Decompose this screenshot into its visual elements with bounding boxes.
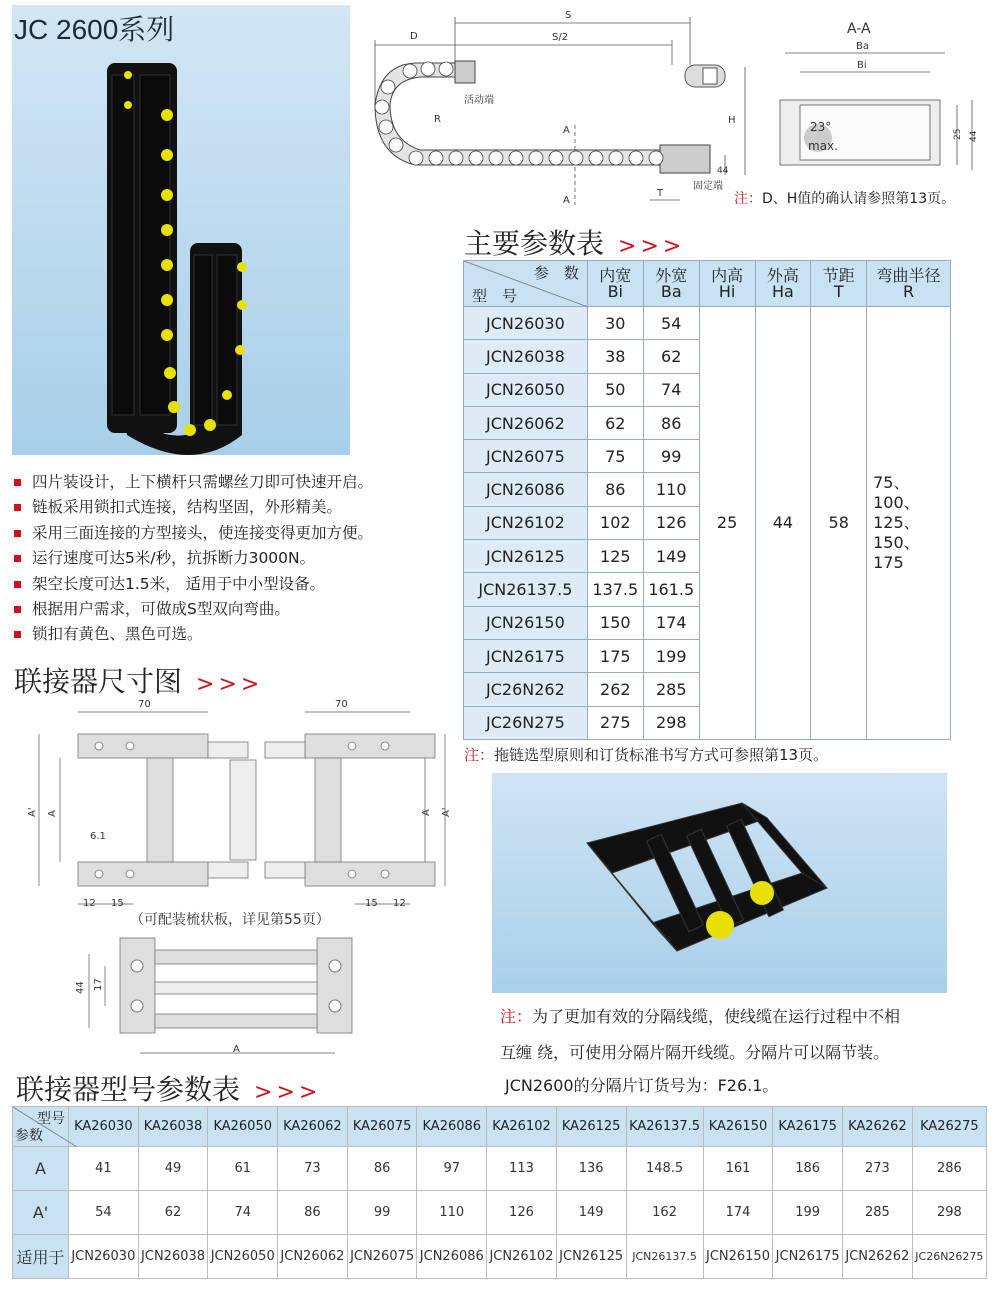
model-cell: JCN26030 bbox=[464, 307, 588, 340]
dim-44: 44 bbox=[717, 166, 729, 176]
note-prefix: 注： bbox=[734, 191, 762, 207]
dim-H: H bbox=[728, 115, 736, 126]
feature-list bbox=[14, 470, 454, 648]
heading-text: 联接器型号参数表 bbox=[16, 1073, 241, 1106]
connector-dimension-drawing bbox=[25, 692, 465, 1072]
value-cell: 285 bbox=[643, 673, 699, 706]
dim-25: 25 bbox=[953, 128, 963, 140]
value-cell: 49 bbox=[138, 1147, 208, 1191]
dim-S: S bbox=[565, 10, 572, 21]
value-cell: 75 bbox=[587, 440, 643, 473]
model-header-cell: KA26275 bbox=[912, 1107, 986, 1147]
dim-Bi: Bi bbox=[857, 60, 867, 71]
value-cell: 126 bbox=[487, 1191, 557, 1235]
value-cell: 61 bbox=[208, 1147, 278, 1191]
dim-12-right: 12 bbox=[393, 898, 406, 909]
section-A-top: A bbox=[563, 125, 570, 136]
value-cell: 110 bbox=[417, 1191, 487, 1235]
connector-params-heading bbox=[16, 1068, 321, 1108]
value-cell: 54 bbox=[643, 307, 699, 340]
merged-Ha-cell: 44 bbox=[755, 307, 811, 740]
feature-item: 架空长度可达1.5米， 适用于中小型设备。 bbox=[14, 572, 454, 597]
table-row bbox=[464, 307, 951, 340]
dim-70-left: 70 bbox=[138, 699, 151, 710]
dim-D: D bbox=[410, 31, 418, 42]
dim-Ba: Ba bbox=[856, 41, 869, 52]
value-cell: 262 bbox=[587, 673, 643, 706]
connector-params-table bbox=[12, 1106, 987, 1279]
model-cell: JCN26102 bbox=[464, 506, 588, 539]
value-cell: 30 bbox=[587, 307, 643, 340]
value-cell: 62 bbox=[587, 406, 643, 439]
value-cell: 41 bbox=[69, 1147, 139, 1191]
heading-arrows: >>> bbox=[196, 672, 264, 697]
value-cell: JCN26030 bbox=[69, 1235, 139, 1279]
value-cell: JCN26050 bbox=[208, 1235, 278, 1279]
value-cell: 149 bbox=[643, 540, 699, 573]
dim-70-right: 70 bbox=[335, 699, 348, 710]
header-model: 型 号 bbox=[472, 287, 518, 305]
value-cell: 199 bbox=[643, 639, 699, 672]
separator-note-line2: 互缠 绕，可使用分隔片隔开线缆。分隔片可以隔节装。 bbox=[500, 1043, 890, 1062]
heading-arrows: >>> bbox=[254, 1080, 322, 1105]
angle-label: 23° bbox=[810, 120, 832, 134]
value-cell: 136 bbox=[556, 1147, 626, 1191]
feature-item: 运行速度可达5米/秒，抗拆断力3000N。 bbox=[14, 546, 454, 571]
model-header-cell: KA26150 bbox=[703, 1107, 773, 1147]
fixed-end-label: 固定端 bbox=[693, 181, 723, 192]
value-cell: 97 bbox=[417, 1147, 487, 1191]
merged-R-cell: 75、100、 125、150、 175 bbox=[867, 307, 951, 740]
value-cell: JCN26075 bbox=[347, 1235, 417, 1279]
main-table-body bbox=[464, 307, 951, 740]
section-title: A-A bbox=[847, 21, 871, 37]
value-cell: 125 bbox=[587, 540, 643, 573]
main-params-table bbox=[463, 260, 951, 740]
value-cell: 275 bbox=[587, 706, 643, 739]
dim-12-left: 12 bbox=[83, 898, 96, 909]
value-cell: JCN26137.5 bbox=[626, 1235, 703, 1279]
row-label: A bbox=[13, 1147, 69, 1191]
col-outer-width: 外宽 Ba bbox=[643, 261, 699, 307]
dim-15-left: 15 bbox=[111, 898, 124, 909]
row-A bbox=[13, 1147, 987, 1191]
dim-A1-right: A' bbox=[441, 807, 452, 817]
value-cell: 161.5 bbox=[643, 573, 699, 606]
value-cell: JCN26175 bbox=[773, 1235, 843, 1279]
dim-44: 44 bbox=[75, 981, 86, 994]
comb-plate-note: （可配装梳状板，详见第55页） bbox=[130, 912, 330, 928]
col-inner-width: 内宽 Bi bbox=[587, 261, 643, 307]
header-model: 型号 bbox=[37, 1111, 65, 1127]
model-header-cell: KA26125 bbox=[556, 1107, 626, 1147]
separator-note-line1 bbox=[500, 1004, 900, 1027]
value-cell: 99 bbox=[347, 1191, 417, 1235]
heading-text: 主要参数表 bbox=[464, 227, 605, 260]
main-params-heading bbox=[464, 222, 685, 262]
value-cell: 113 bbox=[487, 1147, 557, 1191]
merged-Hi-cell: 25 bbox=[699, 307, 755, 740]
model-cell: JCN26075 bbox=[464, 440, 588, 473]
value-cell: JCN26102 bbox=[487, 1235, 557, 1279]
feature-item: 锁扣有黄色、黑色可选。 bbox=[14, 622, 454, 647]
model-cell: JCN26175 bbox=[464, 639, 588, 672]
dim-A-right: A bbox=[421, 809, 432, 816]
chain-dimension-diagram bbox=[360, 5, 1000, 210]
model-cell: JCN26125 bbox=[464, 540, 588, 573]
product-photo-panel bbox=[12, 5, 350, 455]
header-param: 参 数 bbox=[533, 264, 579, 282]
dim-44-section: 44 bbox=[969, 130, 979, 142]
model-header-cell: KA26102 bbox=[487, 1107, 557, 1147]
value-cell: JCN26262 bbox=[843, 1235, 913, 1279]
feature-item: 链板采用锁扣式连接，结构坚固，外形精美。 bbox=[14, 495, 454, 520]
angle-max-label: max. bbox=[808, 139, 838, 153]
connector-header-row bbox=[13, 1107, 987, 1147]
value-cell: 174 bbox=[643, 606, 699, 639]
model-cell: JCN26086 bbox=[464, 473, 588, 506]
value-cell: 186 bbox=[773, 1147, 843, 1191]
value-cell: 50 bbox=[587, 373, 643, 406]
model-cell: JC26N262 bbox=[464, 673, 588, 706]
note-text: 拖链选型原则和订货标准书写方式可参照第13页。 bbox=[494, 746, 829, 764]
dim-S2: S/2 bbox=[552, 32, 569, 43]
value-cell: JCN26062 bbox=[278, 1235, 348, 1279]
dim-A1-left: A' bbox=[27, 807, 38, 817]
heading-arrows: >>> bbox=[618, 234, 686, 259]
value-cell: 286 bbox=[912, 1147, 986, 1191]
value-cell: 86 bbox=[278, 1191, 348, 1235]
row-A1 bbox=[13, 1191, 987, 1235]
note-prefix: 注： bbox=[464, 746, 495, 764]
corner-header bbox=[464, 261, 588, 307]
value-cell: 74 bbox=[208, 1191, 278, 1235]
feature-item: 根据用户需求，可做成S型双向弯曲。 bbox=[14, 597, 454, 622]
separator-note-line3: JCN2600的分隔片订货号为：F26.1。 bbox=[505, 1076, 779, 1095]
col-outer-height: 外高 Ha bbox=[755, 261, 811, 307]
header-param: 参数 bbox=[15, 1128, 43, 1144]
value-cell: 199 bbox=[773, 1191, 843, 1235]
model-header-cell: KA26137.5 bbox=[626, 1107, 703, 1147]
value-cell: 99 bbox=[643, 440, 699, 473]
dim-R: R bbox=[434, 114, 441, 125]
model-cell: JC26N275 bbox=[464, 706, 588, 739]
value-cell: 62 bbox=[138, 1191, 208, 1235]
separator-photo-panel bbox=[492, 773, 947, 993]
drag-chain-photo bbox=[12, 5, 350, 455]
value-cell: 86 bbox=[587, 473, 643, 506]
value-cell: 298 bbox=[912, 1191, 986, 1235]
section-A-bottom: A bbox=[563, 195, 570, 206]
top-note bbox=[734, 188, 955, 208]
dim-T: T bbox=[657, 188, 664, 199]
dim-6-1: 6.1 bbox=[90, 831, 106, 842]
value-cell: 86 bbox=[643, 406, 699, 439]
value-cell: 86 bbox=[347, 1147, 417, 1191]
note-line1: 为了更加有效的分隔线缆，使线缆在运行过程中不相 bbox=[532, 1007, 901, 1026]
heading-text: 联接器尺寸图 bbox=[14, 665, 183, 698]
value-cell: JCN26086 bbox=[417, 1235, 487, 1279]
moving-end-label: 活动端 bbox=[464, 95, 494, 106]
value-cell: 174 bbox=[703, 1191, 773, 1235]
dim-15-right: 15 bbox=[365, 898, 378, 909]
main-table-note bbox=[464, 744, 828, 765]
model-cell: JCN26050 bbox=[464, 373, 588, 406]
dim-A-left: A bbox=[47, 810, 58, 817]
note-text: D、H值的确认请参照第13页。 bbox=[762, 191, 956, 207]
col-inner-height: 内高 Hi bbox=[699, 261, 755, 307]
note-prefix: 注： bbox=[500, 1007, 533, 1026]
connector-photo bbox=[492, 773, 947, 993]
model-header-cell: KA26030 bbox=[69, 1107, 139, 1147]
model-header-cell: KA26038 bbox=[138, 1107, 208, 1147]
value-cell: 285 bbox=[843, 1191, 913, 1235]
value-cell: 273 bbox=[843, 1147, 913, 1191]
series-title: JC 2600系列 bbox=[14, 14, 175, 45]
dim-17: 17 bbox=[93, 978, 104, 991]
model-cell: JCN26150 bbox=[464, 606, 588, 639]
model-header-cell: KA26086 bbox=[417, 1107, 487, 1147]
value-cell: 74 bbox=[643, 373, 699, 406]
value-cell: JCN26150 bbox=[703, 1235, 773, 1279]
row-label: 适用于 bbox=[13, 1235, 69, 1279]
model-header-cell: KA26175 bbox=[773, 1107, 843, 1147]
value-cell: 175 bbox=[587, 639, 643, 672]
value-cell: 148.5 bbox=[626, 1147, 703, 1191]
dim-A-bottom: A bbox=[233, 1044, 240, 1055]
value-cell: 149 bbox=[556, 1191, 626, 1235]
feature-item: 采用三面连接的方型接头，使连接变得更加方便。 bbox=[14, 521, 454, 546]
model-cell: JCN26062 bbox=[464, 406, 588, 439]
value-cell: 110 bbox=[643, 473, 699, 506]
value-cell: 126 bbox=[643, 506, 699, 539]
feature-item: 四片装设计，上下横杆只需螺丝刀即可快速开启。 bbox=[14, 470, 454, 495]
model-cell: JCN26137.5 bbox=[464, 573, 588, 606]
value-cell: JCN26125 bbox=[556, 1235, 626, 1279]
model-header-cell: KA26262 bbox=[843, 1107, 913, 1147]
value-cell: 298 bbox=[643, 706, 699, 739]
value-cell: JCN26038 bbox=[138, 1235, 208, 1279]
model-header-cell: KA26062 bbox=[278, 1107, 348, 1147]
value-cell: 137.5 bbox=[587, 573, 643, 606]
value-cell: 150 bbox=[587, 606, 643, 639]
value-cell: 162 bbox=[626, 1191, 703, 1235]
value-cell: 54 bbox=[69, 1191, 139, 1235]
col-pitch: 节距 T bbox=[811, 261, 867, 307]
col-bend-radius: 弯曲半径 R bbox=[867, 261, 951, 307]
row-label: A' bbox=[13, 1191, 69, 1235]
corner-header bbox=[13, 1107, 69, 1147]
merged-T-cell: 58 bbox=[811, 307, 867, 740]
value-cell: 102 bbox=[587, 506, 643, 539]
value-cell: JC26N26275 bbox=[912, 1235, 986, 1279]
value-cell: 161 bbox=[703, 1147, 773, 1191]
value-cell: 73 bbox=[278, 1147, 348, 1191]
model-header-cell: KA26050 bbox=[208, 1107, 278, 1147]
model-header-cell: KA26075 bbox=[347, 1107, 417, 1147]
value-cell: 38 bbox=[587, 340, 643, 373]
model-cell: JCN26038 bbox=[464, 340, 588, 373]
value-cell: 62 bbox=[643, 340, 699, 373]
row-fit bbox=[13, 1235, 987, 1279]
